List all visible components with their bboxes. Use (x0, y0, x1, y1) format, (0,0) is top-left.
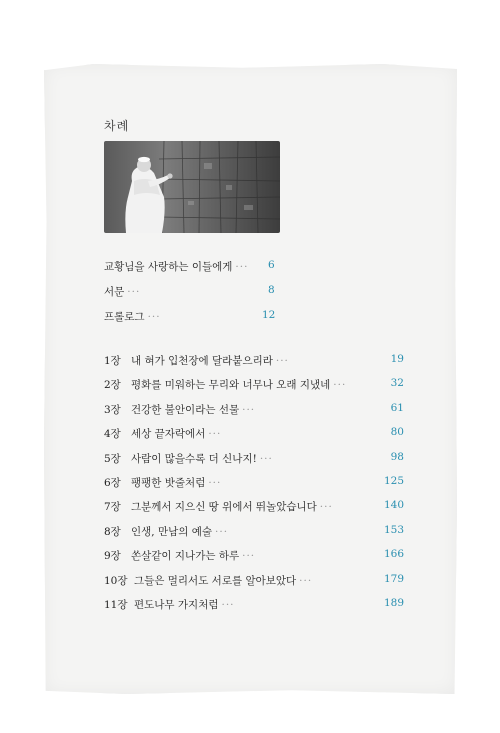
toc-entry-leader: ··· (242, 550, 256, 563)
toc-chapter-entry[interactable] (104, 499, 404, 514)
chapter-page: 80 (390, 426, 404, 439)
toc-chapter-entry[interactable] (104, 573, 404, 588)
chapter-page: 125 (383, 475, 404, 487)
chapter-page: 189 (383, 597, 404, 609)
toc-front-entry[interactable] (104, 309, 276, 324)
toc-entry-leader: ··· (147, 311, 161, 323)
chapter-page: 179 (383, 572, 404, 585)
chapter-label: 2장 (104, 379, 121, 392)
toc-entry-leader: ··· (208, 477, 222, 489)
chapter-title: 쏜살같이 지나가는 하루 (131, 550, 240, 563)
chapter-page: 61 (390, 401, 404, 414)
toc-entry-title: 프롤로그 (104, 311, 145, 323)
chapter-page: 19 (390, 353, 404, 365)
chapter-title: 건강한 불안이라는 선물 (131, 403, 240, 416)
toc-entry-leader: ··· (235, 261, 249, 273)
chapter-title: 그들은 멀리서도 서로를 알아보았다 (134, 574, 297, 587)
toc-heading: 차례 (104, 119, 130, 133)
toc-front-entry[interactable] (104, 259, 275, 274)
toc-chapter-entry[interactable] (104, 548, 404, 563)
toc-chapter-entry[interactable] (104, 353, 404, 368)
toc-front-entry[interactable] (104, 284, 275, 299)
chapter-label: 3장 (104, 403, 121, 416)
toc-entry-title: 교황님을 사랑하는 이들에게 (104, 261, 233, 273)
chapter-label: 7장 (104, 501, 121, 514)
toc-entry-leader: ··· (215, 525, 229, 538)
chapter-label: 11장 (104, 599, 128, 611)
chapter-label: 10장 (104, 574, 128, 587)
chapter-label: 4장 (104, 428, 121, 441)
toc-entry-leader: ··· (242, 403, 256, 416)
toc-entry-page: 6 (268, 259, 275, 271)
chapter-title: 팽팽한 밧줄처럼 (131, 477, 206, 489)
toc-entry-leader: ··· (319, 501, 333, 514)
chapter-label: 1장 (104, 355, 121, 367)
toc-chapter-entry[interactable] (104, 475, 404, 490)
chapter-label: 6장 (104, 477, 121, 489)
toc-chapter-entry[interactable] (104, 426, 404, 441)
toc-entry-leader: ··· (333, 379, 347, 392)
toc-entry-leader: ··· (208, 428, 222, 441)
chapter-title: 내 혀가 입천장에 달라붙으리라 (131, 355, 273, 367)
chapter-page: 140 (383, 499, 404, 512)
chapter-page: 166 (383, 548, 404, 561)
toc-chapter-entry[interactable] (104, 597, 404, 612)
toc-entry-page: 8 (268, 284, 275, 296)
chapter-title: 인생, 만남의 예술 (131, 525, 213, 538)
toc-chapter-entry[interactable] (104, 524, 404, 539)
toc-entry-leader: ··· (299, 574, 313, 587)
toc-entry-leader: ··· (275, 355, 289, 367)
pope-praying-photo (104, 141, 280, 233)
toc-entry-title: 서문 (104, 286, 125, 298)
toc-entry-leader: ··· (127, 286, 141, 298)
chapter-label: 9장 (104, 550, 121, 563)
chapter-page: 98 (390, 450, 404, 463)
chapter-title: 그분께서 지으신 땅 위에서 뛰놀았습니다 (131, 501, 317, 514)
toc-chapter-entry[interactable] (104, 377, 404, 392)
chapter-title: 세상 끝자락에서 (131, 428, 206, 441)
toc-chapter-entry[interactable] (104, 451, 404, 466)
chapter-title: 평화를 미워하는 무리와 너무나 오래 지냈네 (131, 379, 331, 392)
chapter-page: 153 (383, 523, 404, 536)
chapter-label: 8장 (104, 525, 121, 538)
toc-entry-page: 12 (262, 309, 276, 321)
chapter-title: 사람이 많을수록 더 신나지! (131, 452, 257, 465)
toc-entry-leader: ··· (259, 452, 273, 465)
toc-chapter-entry[interactable] (104, 402, 404, 417)
chapter-title: 편도나무 가지처럼 (134, 599, 219, 611)
chapter-label: 5장 (104, 452, 121, 465)
chapter-page: 32 (390, 377, 404, 390)
toc-entry-leader: ··· (221, 599, 235, 611)
